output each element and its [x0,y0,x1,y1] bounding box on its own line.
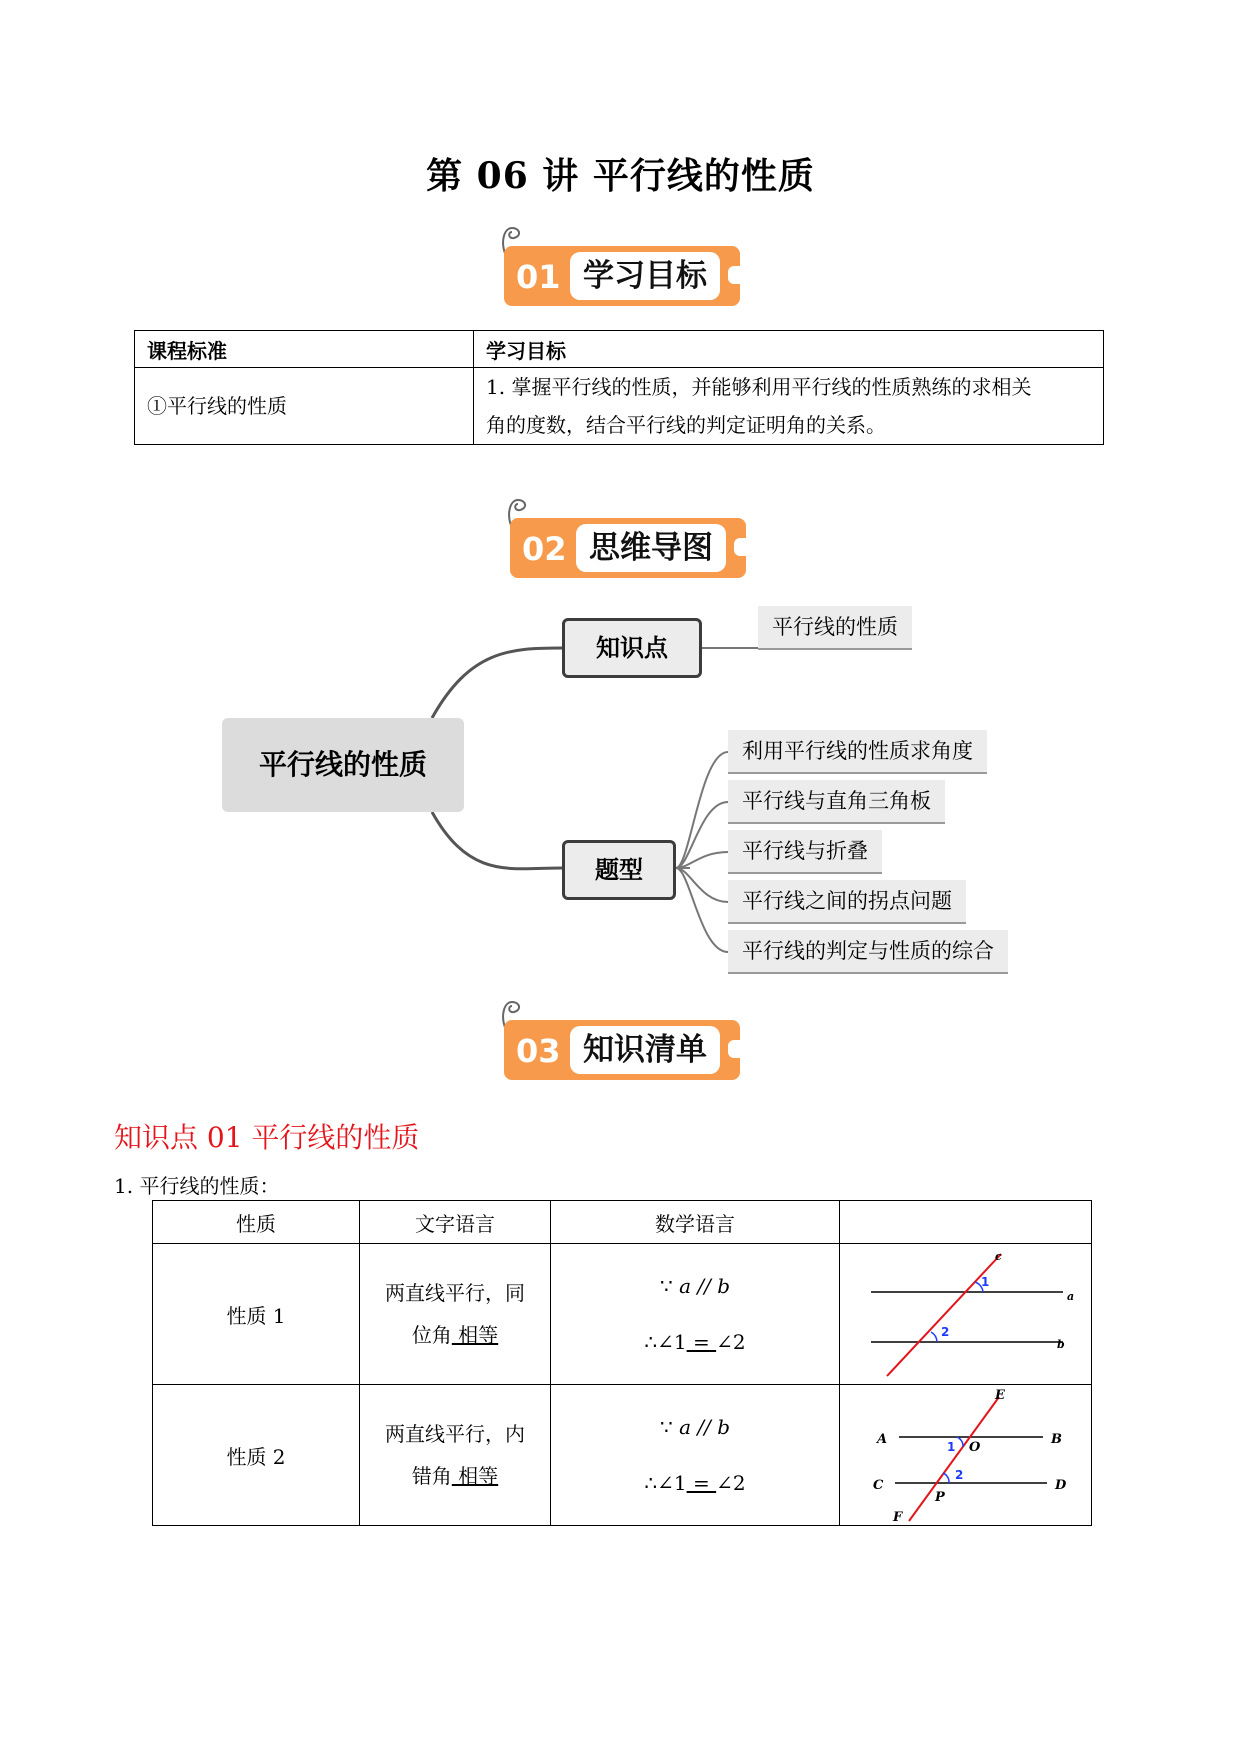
property-math [551,1385,840,1526]
text-part: 位角 [411,1323,452,1347]
figure-label: 1 [946,1440,955,1454]
angle-label: ∠1 [657,1471,687,1495]
mindmap-center-node: 平行线的性质 [222,718,464,812]
objectives-table [134,330,1104,445]
figure-label: 2 [954,1468,963,1482]
figure-label: B [1050,1432,1062,1447]
banner-label: 学习目标 [570,252,720,300]
figure-label: 2 [940,1325,949,1339]
mindmap-leaf: 平行线与折叠 [728,830,882,874]
therefore-symbol: ∴ [644,1330,658,1354]
text-part: 错角 [411,1464,452,1488]
text-line: 两直线平行，内 [385,1422,525,1446]
knowledge-subheading: 1. 平行线的性质： [114,1174,280,1198]
header-goal: 学习目标 [474,331,1104,368]
page-title: 第 06 讲 平行线的性质 [426,155,815,197]
figure-label: a [1066,1290,1074,1303]
math-line [552,1314,838,1370]
banner-number: 02 [522,530,567,568]
section-banner-knowledge [498,996,758,1084]
angle-label: ∠2 [716,1330,746,1354]
figure-label: A [876,1432,887,1447]
property-math [551,1244,840,1385]
header-standard: 课程标准 [135,331,474,368]
mindmap-leaf: 平行线之间的拐点问题 [728,880,966,924]
header-property: 性质 [153,1201,360,1244]
figure-label: 1 [980,1275,989,1289]
math-line [552,1455,838,1511]
figure-label: E [994,1388,1005,1403]
figure-label: c [994,1250,1002,1263]
angle-label: ∠1 [657,1330,687,1354]
since-symbol: ∵ [659,1274,673,1298]
figure-label: C [872,1478,883,1493]
knowledge-point-heading: 知识点 01 平行线的性质 [114,1121,420,1154]
text-line [361,1314,549,1356]
angle-label: ∠2 [716,1471,746,1495]
section-banner-mindmap [504,494,764,582]
property-name: 性质 2 [153,1385,360,1526]
banner-label: 知识清单 [570,1026,720,1074]
text-line [361,1455,549,1497]
property-figure [840,1244,1092,1385]
banner-number: 03 [516,1032,561,1070]
property-text [360,1244,551,1385]
text-line: 两直线平行，同 [385,1281,525,1305]
figure-label: b [1056,1338,1065,1351]
mindmap-node-knowledge: 知识点 [562,618,702,678]
figure-label: O [968,1440,980,1455]
properties-table [152,1200,1092,1526]
condition: a // b [679,1274,730,1298]
corresponding-angles-figure [851,1248,1081,1380]
answer-blank: 相等 [451,1323,499,1347]
goal-line: 1. 掌握平行线的性质，并能够利用平行线的性质熟练的求相关 [486,375,1032,399]
since-symbol: ∵ [659,1415,673,1439]
goal-line: 角的度数，结合平行线的判定证明角的关系。 [486,413,886,437]
header-figure [840,1201,1092,1244]
property-name: 性质 1 [153,1244,360,1385]
mindmap-leaf: 平行线与直角三角板 [728,780,945,824]
figure-label: D [1054,1478,1066,1493]
answer-blank: 相等 [451,1464,499,1488]
header-text-language: 文字语言 [360,1201,551,1244]
mindmap-leaf: 利用平行线的性质求角度 [728,730,987,774]
banner-number: 01 [516,258,561,296]
header-math-language: 数学语言 [551,1201,840,1244]
figure-label: P [934,1490,945,1505]
answer-blank: = [686,1330,717,1354]
math-line [552,1399,838,1455]
answer-blank: = [686,1471,717,1495]
mindmap-node-question-types: 题型 [562,840,676,900]
alternate-angles-figure [851,1387,1081,1523]
mindmap-leaf: 平行线的判定与性质的综合 [728,930,1008,974]
banner-label: 思维导图 [576,524,726,572]
figure-label: F [892,1510,902,1523]
mindmap-leaf: 平行线的性质 [758,606,912,650]
standard-cell: ①平行线的性质 [135,368,474,445]
section-banner-objectives [498,222,758,310]
property-figure [840,1385,1092,1526]
therefore-symbol: ∴ [644,1471,658,1495]
property-text [360,1385,551,1526]
condition: a // b [679,1415,730,1439]
math-line [552,1258,838,1314]
goal-cell [474,368,1104,445]
